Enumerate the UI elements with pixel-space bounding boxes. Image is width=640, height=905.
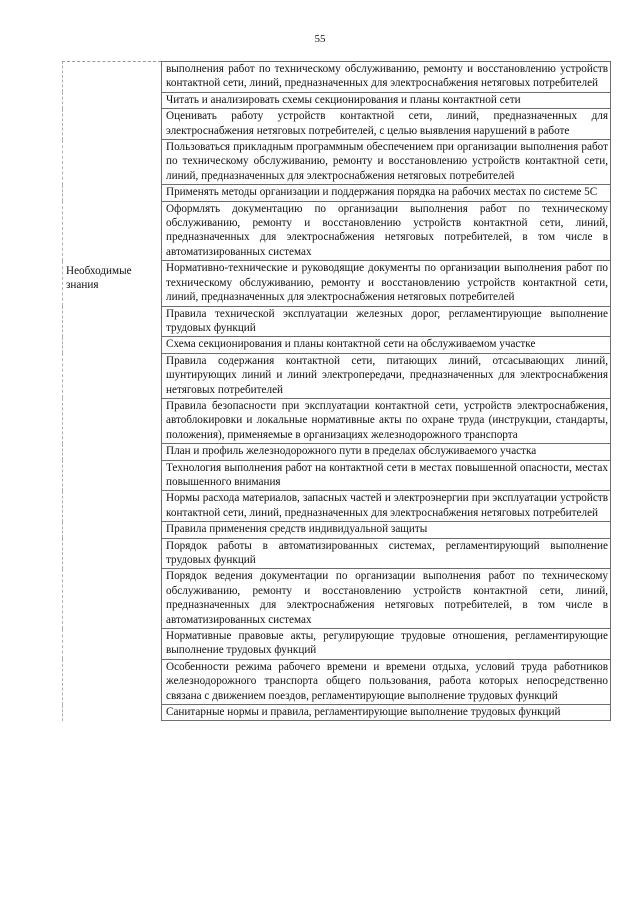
knowledge-item: Нормы расхода материалов, запасных частей и электроэнергии при эксплуатации устройств контактной сети, линий, предназначенных для электроснабжения нетяговых потребителей: [162, 491, 611, 522]
skill-item: Применять методы организации и поддержания порядка на рабочих местах по системе 5С: [162, 185, 611, 201]
knowledge-item: Особенности режима рабочего времени и времени отдыха, условий труда работников железнодорожного транспорта общего пользования, работа которых непосредственно связана с движением поездов, регламентирующие выполнение трудовых функций: [162, 659, 611, 704]
table-row: [63, 261, 611, 306]
knowledge-label-cell: [63, 261, 162, 721]
knowledge-item: Правила технической эксплуатации железных дорог, регламентирующие выполнение трудовых функций: [162, 306, 611, 337]
knowledge-item: Схема секционирования и планы контактной сети на обслуживаемом участке: [162, 337, 611, 353]
skill-item: Читать и анализировать схемы секционирования и планы контактной сети: [162, 92, 611, 108]
knowledge-item: Правила содержания контактной сети, питающих линий, отсасывающих линий, шунтирующих линий и линий электропередачи, предназначенных для электроснабжения нетяговых потребителей: [162, 353, 611, 398]
skill-item: Оформлять документацию по организации выполнения работ по техническому обслуживанию, ремонту и восстановлению устройств контактной сети, линий, предназначенных для электроснабжения нетяговых потребителей, в том числе в автоматизированных системах: [162, 201, 611, 261]
skills-label-cell: [63, 62, 162, 261]
skill-item: Оценивать работу устройств контактной сети, линий, предназначенных для электроснабжения нетяговых потребителей, с целью выявления нарушений в работе: [162, 109, 611, 140]
requirements-table: [62, 61, 611, 721]
skill-item: Пользоваться прикладным программным обеспечением при организации выполнения работ по техническому обслуживанию, ремонту и восстановлению устройств контактной сети, линий, предназначенных для электроснабжения нетяговых потребителей: [162, 140, 611, 185]
knowledge-item: Правила применения средств индивидуальной защиты: [162, 522, 611, 538]
knowledge-item: Порядок работы в автоматизированных системах, регламентирующий выполнение трудовых функций: [162, 538, 611, 569]
knowledge-item: Порядок ведения документации по организации выполнения работ по техническому обслуживанию, ремонту и восстановлению устройств контактной сети, линий, предназначенных для электроснабжения нетяговых потребителей, в том числе в автоматизированных системах: [162, 569, 611, 629]
knowledge-label: Необходимые знания: [66, 264, 132, 292]
knowledge-item: Технология выполнения работ на контактной сети в местах повышенной опасности, местах повышенного внимания: [162, 460, 611, 491]
knowledge-item: Нормативно-технические и руководящие документы по организации выполнения работ по техническому обслуживанию, ремонту и восстановлению устройств контактной сети, линий, предназначенных для электроснабжения нетяговых потребителей: [162, 261, 611, 306]
knowledge-item: Правила безопасности при эксплуатации контактной сети, устройств электроснабжения, автоблокировки и локальные нормативные акты по охране труда (инструкции, стандарты, положения), применяемые в организациях железнодорожного транспорта: [162, 398, 611, 443]
skill-item: выполнения работ по техническому обслуживанию, ремонту и восстановлению устройств контактной сети, линий, предназначенных для электроснабжения нетяговых потребителей: [162, 62, 611, 93]
knowledge-item: План и профиль железнодорожного пути в пределах обслуживаемого участка: [162, 444, 611, 460]
table-row: [63, 62, 611, 93]
page-number: 55: [314, 33, 326, 45]
knowledge-item: Санитарные нормы и правила, регламентирующие выполнение трудовых функций: [162, 705, 611, 721]
knowledge-item: Нормативные правовые акты, регулирующие трудовые отношения, регламентирующие выполнение трудовых функций: [162, 629, 611, 660]
